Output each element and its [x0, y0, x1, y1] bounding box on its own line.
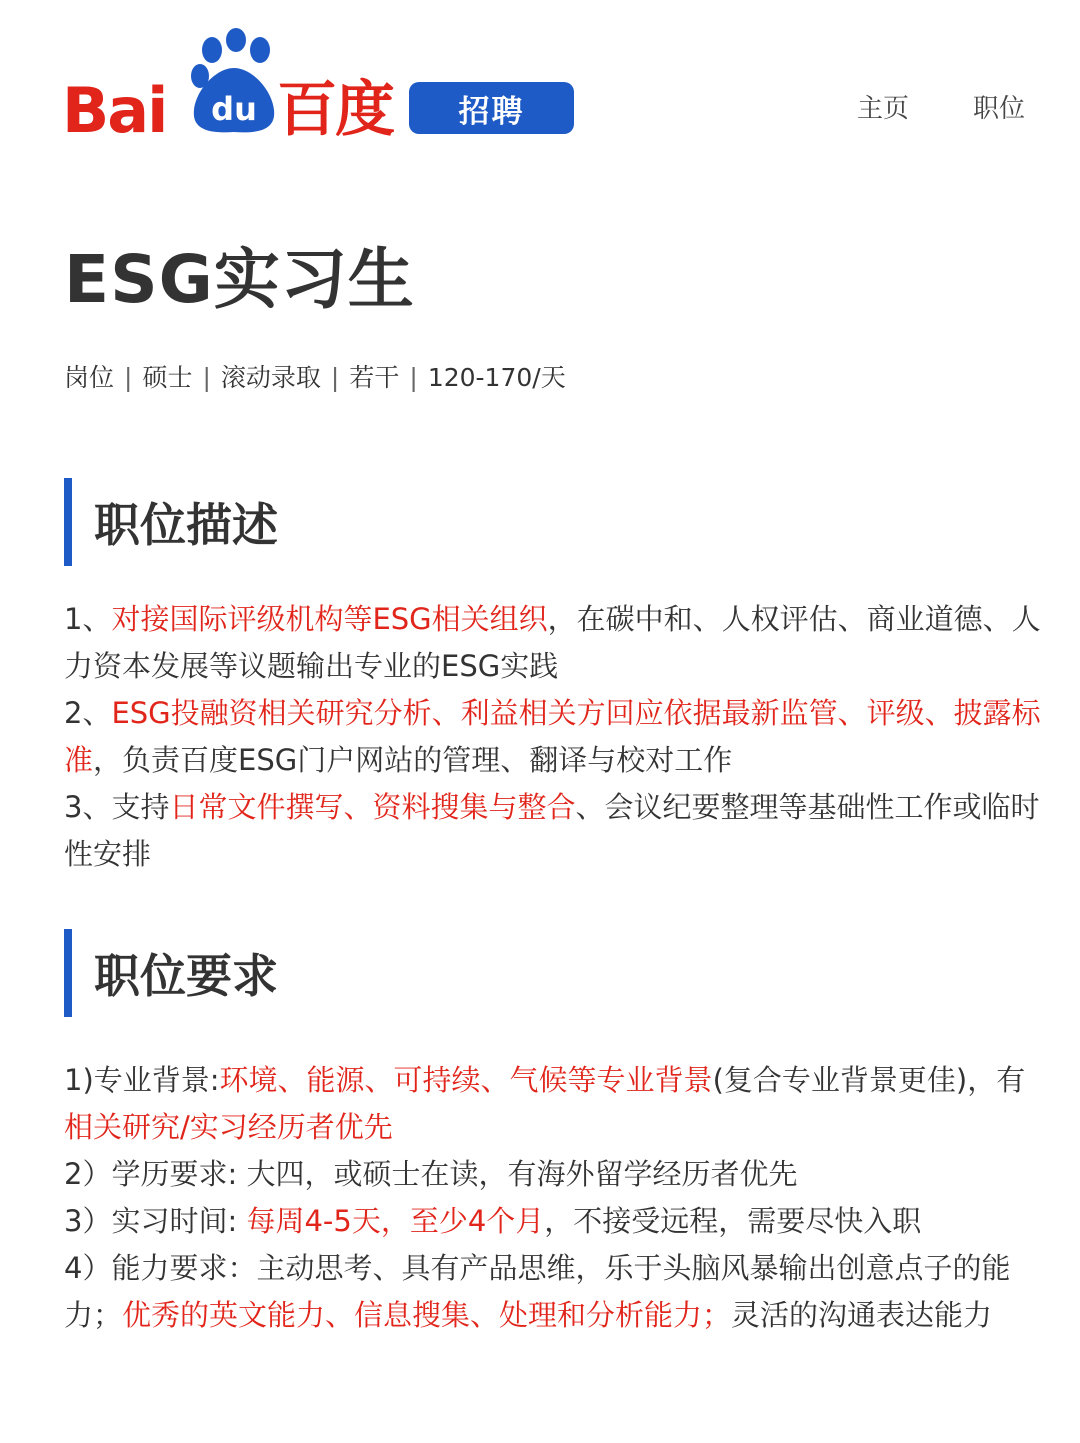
job-meta: [64, 360, 566, 396]
item-text: 4）能力要求：主动思考、具有产品思维，乐于头脑风暴输出创意点子的能力；: [64, 1251, 1011, 1332]
top-nav: [857, 88, 1025, 125]
job-title: ESG实习生: [64, 241, 415, 318]
description-list: [64, 596, 1044, 878]
highlight-text: 相关研究/实习经历者优先: [64, 1110, 393, 1144]
highlight-text: 每周4-5天，至少4个月: [246, 1204, 545, 1238]
requirements-heading-text: 职位要求: [94, 949, 278, 1003]
recruit-badge: 招聘: [409, 82, 574, 134]
item-text: 灵活的沟通表达能力: [731, 1298, 993, 1332]
highlight-text: 对接国际评级机构等ESG相关组织: [111, 602, 548, 636]
requirement-item: [64, 1057, 1044, 1151]
description-item: [64, 784, 1044, 878]
description-heading-text: 职位描述: [94, 498, 278, 552]
item-text: 、会议纪要整理等基础性工作或临时性安排: [64, 790, 1040, 871]
description-item: [64, 596, 1044, 690]
highlight-text: ESG投融资相关研究分析、利益相关方回应依据最新监管、评级、披露标准: [64, 696, 1041, 777]
heading-accent-bar: [64, 929, 72, 1017]
baidu-recruit-logo[interactable]: [62, 28, 582, 146]
meta-admission: 滚动录取: [220, 363, 321, 392]
meta-divider: |: [202, 363, 211, 392]
description-heading: [64, 478, 278, 566]
svg-text:du: du: [211, 90, 257, 128]
item-text: (复合专业背景更佳)，有: [712, 1063, 1026, 1097]
item-text: 1)专业背景:: [64, 1063, 220, 1097]
item-text: 3、支持: [64, 790, 170, 824]
meta-headcount: 若干: [349, 363, 400, 392]
item-text: 2、: [64, 696, 112, 730]
item-text: 3）实习时间:: [64, 1204, 247, 1238]
nav-jobs-link[interactable]: 职位: [972, 94, 1025, 124]
highlight-text: 优秀的英文能力、信息搜集、处理和分析能力；: [122, 1298, 732, 1332]
item-text: ，不接受远程，需要尽快入职: [544, 1204, 922, 1238]
item-text: 1、: [64, 602, 112, 636]
requirements-heading: [64, 929, 278, 1017]
requirement-item: [64, 1198, 1044, 1245]
highlight-text: 日常文件撰写、资料搜集与整合: [169, 790, 576, 824]
nav-home-link[interactable]: 主页: [856, 94, 909, 124]
item-text: 2）学历要求: 大四，或硕士在读，有海外留学经历者优先: [64, 1157, 798, 1191]
item-text: ，在碳中和、人权评估、商业道德、人力资本发展等议题输出专业的ESG实践: [64, 602, 1041, 683]
description-item: [64, 690, 1044, 784]
heading-accent-bar: [64, 478, 72, 566]
baidu-logo-cn: 百度: [277, 75, 393, 145]
meta-degree: 硕士: [142, 363, 193, 392]
meta-type: 岗位: [64, 363, 115, 392]
requirements-list: [64, 1057, 1044, 1339]
highlight-text: 环境、能源、可持续、气候等专业背景: [219, 1063, 713, 1097]
requirement-item: [64, 1151, 1044, 1198]
baidu-paw-icon: [190, 28, 278, 136]
baidu-logo-wordmark: Bai: [62, 74, 167, 147]
site-header: [0, 0, 1080, 170]
meta-salary: 120-170/天: [427, 363, 566, 392]
requirement-item: [64, 1245, 1044, 1339]
meta-divider: |: [330, 363, 340, 392]
meta-divider: |: [124, 363, 133, 392]
meta-divider: |: [409, 363, 418, 392]
item-text: ，负责百度ESG门户网站的管理、翻译与校对工作: [93, 743, 733, 777]
